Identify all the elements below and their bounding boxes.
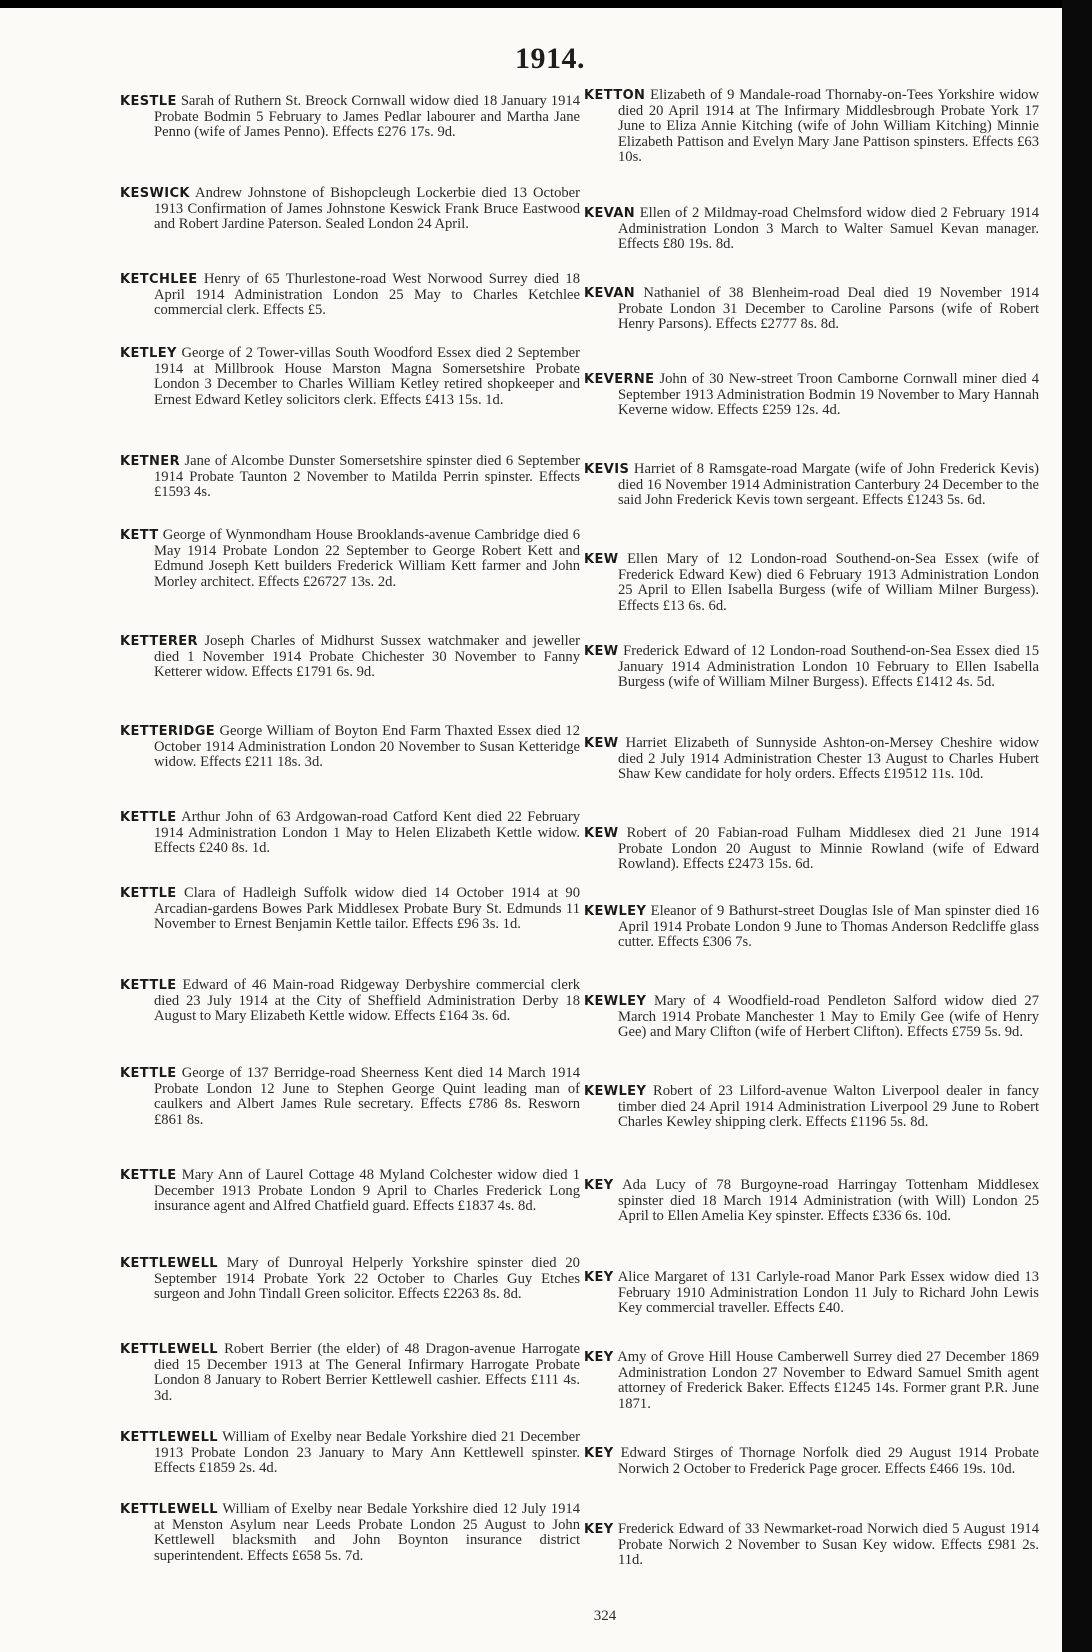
- entry-surname: KETT: [120, 528, 159, 543]
- entry-text: Eleanor of 9 Bathurst-street Douglas Isle of Man spinster died 16 April 1914 Probate London 9 June to Thomas Anderson Redcliffe glass cutter. Effects £306 7s.: [618, 903, 1039, 951]
- entry-surname: KETLEY: [120, 346, 177, 361]
- entry-surname: KETTLEWELL: [120, 1342, 218, 1357]
- entry-text: Henry of 65 Thurlestone-road West Norwood Surrey died 18 April 1914 Administration London 25 May to Charles Ketchlee commercial clerk. Effects £5.: [154, 271, 580, 319]
- register-entry: [584, 462, 1039, 509]
- register-entry: [120, 1342, 580, 1404]
- register-entry: [120, 94, 580, 141]
- entry-text: Andrew Johnstone of Bishopcleugh Lockerbie died 13 October 1913 Confirmation of James Johnstone Keswick Frank Bruce Eastwood and Robert Jardine Paterson. Sealed London 24 April.: [154, 185, 581, 233]
- entry-surname: KETTERER: [120, 634, 198, 649]
- register-entry: [584, 1522, 1039, 1569]
- register-entry: [120, 1066, 580, 1128]
- entry-surname: KETTLE: [120, 1168, 177, 1183]
- entry-surname: KETTON: [584, 88, 646, 103]
- register-entry: [584, 372, 1039, 419]
- entry-surname: KETNER: [120, 454, 180, 469]
- entry-surname: KETTLE: [120, 810, 177, 825]
- entry-text: Ada Lucy of 78 Burgoyne-road Harringay Tottenham Middlesex spinster died 18 March 1914 Administration (with Will) London 25 April to Ellen Amelia Key spinster. Effects £336 6s. 10d.: [618, 1177, 1039, 1225]
- entry-surname: KEY: [584, 1178, 614, 1193]
- entry-surname: KEW: [584, 826, 619, 841]
- entry-text: Robert Berrier (the elder) of 48 Dragon-avenue Harrogate died 15 December 1913 at The General Infirmary Harrogate Probate London 8 January to Robert Berrier Kettlewell cashier. Effects £111 4s. 3d.: [154, 1341, 580, 1404]
- entry-text: Frederick Edward of 12 London-road Southend-on-Sea Essex died 15 January 1914 Administration London 10 February to Ellen Isabella Burgess (wife of William Milner Burgess). Effects £1412 4s. 5d.: [618, 643, 1039, 691]
- entry-surname: KEWLEY: [584, 904, 647, 919]
- entry-text: John of 30 New-street Troon Camborne Cornwall miner died 4 September 1913 Administration Bodmin 19 November to Mary Hannah Keverne widow. Effects £259 12s. 4d.: [618, 371, 1039, 419]
- entry-surname: KETTLEWELL: [120, 1256, 218, 1271]
- register-entry: [584, 826, 1039, 873]
- entry-surname: KEW: [584, 736, 619, 751]
- entry-text: George of Wynmondham House Brooklands-avenue Cambridge died 6 May 1914 Probate London 22 September to George Robert Kett and Edmund Joseph Kett builders Frederick William Kett farmer and John Morley architect. Effects £26727 13s. 2d.: [154, 527, 580, 590]
- entry-text: Amy of Grove Hill House Camberwell Surrey died 27 December 1869 Administration London 27 November to Edward Samuel Smith agent attorney of Frederick Baker. Effects £1245 14s. Former grant P.R. June 1871.: [617, 1349, 1040, 1412]
- register-entry: [584, 88, 1039, 166]
- entry-surname: KEVAN: [584, 206, 636, 221]
- register-entry: [120, 346, 580, 408]
- scan-dark-edge: [1062, 0, 1092, 1652]
- entry-surname: KEY: [584, 1522, 614, 1537]
- entry-surname: KEW: [584, 644, 619, 659]
- entry-text: William of Exelby near Bedale Yorkshire died 12 July 1914 at Menston Asylum near Leeds Probate London 25 August to John Kettlewell blacksmith and John Boynton insurance district superintendent. Effects £658 5s. 7d.: [154, 1501, 580, 1564]
- entry-text: Elizabeth of 9 Mandale-road Thornaby-on-Tees Yorkshire widow died 20 April 1914 at The Infirmary Middlesbrough Probate York 17 June to Eliza Annie Kitching (wife of John William Kitching) Minnie Elizabeth Pattison and Evelyn Mary Jane Pattison spinsters. Effects £63 10s.: [618, 87, 1039, 166]
- entry-surname: KEVAN: [584, 286, 636, 301]
- register-entry: [120, 186, 580, 233]
- entry-surname: KETTLE: [120, 1066, 177, 1081]
- entry-text: George of 2 Tower-villas South Woodford Essex died 2 September 1914 at Millbrook House Marston Magna Somersetshire Probate London 3 December to Charles William Ketley retired shopkeeper and Ernest Edward Ketley solicitors clerk. Effects £413 15s. 1d.: [154, 345, 580, 408]
- entry-surname: KETTLE: [120, 886, 177, 901]
- entry-text: Nathaniel of 38 Blenheim-road Deal died 19 November 1914 Probate London 31 December to Caroline Parsons (wife of Robert Henry Parsons). Effects £2777 8s. 8d.: [618, 285, 1039, 333]
- register-entry: [584, 644, 1039, 691]
- entry-surname: KETTLEWELL: [120, 1502, 218, 1517]
- register-entry: [120, 810, 580, 857]
- register-entry: [584, 1178, 1039, 1225]
- entry-text: George William of Boyton End Farm Thaxted Essex died 12 October 1914 Administration London 20 November to Susan Ketteridge widow. Effects £211 18s. 3d.: [154, 723, 580, 771]
- register-entry: [120, 886, 580, 933]
- register-entry: [584, 206, 1039, 253]
- entry-text: Robert of 23 Lilford-avenue Walton Liverpool dealer in fancy timber died 24 April 1914 Administration Liverpool 29 June to Robert Charles Kewley shipping clerk. Effects £1196 5s. 8d.: [618, 1083, 1039, 1131]
- register-entry: [120, 454, 580, 501]
- register-entry: [584, 1350, 1039, 1412]
- entry-surname: KEVERNE: [584, 372, 655, 387]
- entry-surname: KETTLEWELL: [120, 1430, 218, 1445]
- entry-text: Alice Margaret of 131 Carlyle-road Manor Park Essex widow died 13 February 1910 Administration London 11 July to Richard John Lewis Key commercial traveller. Effects £40.: [617, 1269, 1040, 1317]
- entry-surname: KEY: [584, 1350, 614, 1365]
- entry-text: Arthur John of 63 Ardgowan-road Catford Kent died 22 February 1914 Administration London 1 May to Helen Elizabeth Kettle widow. Effects £240 8s. 1d.: [154, 809, 580, 857]
- entry-text: George of 137 Berridge-road Sheerness Kent died 14 March 1914 Probate London 12 June to Stephen George Quint leading man of caulkers and Albert James Rule secretary. Effects £786 8s. Resworn £861 8s.: [154, 1065, 581, 1128]
- entry-surname: KEVIS: [584, 462, 630, 477]
- entry-text: Mary of 4 Woodfield-road Pendleton Salford widow died 27 March 1914 Probate Manchester 1 May to Emily Gee (wife of Henry Gee) and Mary Clifton (wife of Herbert Clifton). Effects £759 5s. 9d.: [618, 993, 1039, 1041]
- page-number: 324: [593, 1608, 617, 1624]
- entry-text: Edward of 46 Main-road Ridgeway Derbyshire commercial clerk died 23 July 1914 at the City of Sheffield Administration Derby 18 August to Mary Elizabeth Kettle widow. Effects £164 3s. 6d.: [154, 977, 581, 1025]
- register-entry: [584, 994, 1039, 1041]
- entry-text: Mary Ann of Laurel Cottage 48 Myland Colchester widow died 1 December 1913 Probate London 9 April to Charles Frederick Long insurance agent and Alfred Chatfield guard. Effects £1837 4s. 8d.: [154, 1167, 580, 1215]
- entry-text: Ellen Mary of 12 London-road Southend-on-Sea Essex (wife of Frederick Edward Kew) died 6 February 1913 Administration London 25 April to Ellen Isabella Burgess (wife of William Milner Burgess). Effects £13 6s. 6d.: [618, 551, 1039, 614]
- register-entry: [120, 978, 580, 1025]
- register-entry: [584, 736, 1039, 783]
- entry-text: Mary of Dunroyal Helperly Yorkshire spinster died 20 September 1914 Probate York 22 October to Charles Guy Etches surgeon and John Tindall Green solicitor. Effects £2263 8s. 8d.: [154, 1255, 580, 1303]
- entry-text: Clara of Hadleigh Suffolk widow died 14 October 1914 at 90 Arcadian-gardens Bowes Park Middlesex Probate Bury St. Edmunds 11 November to Ernest Benjamin Kettle tailor. Effects £96 3s. 1d.: [154, 885, 580, 933]
- entry-surname: KETCHLEE: [120, 272, 198, 287]
- register-entry: [584, 1270, 1039, 1317]
- register-entry: [584, 1446, 1039, 1477]
- register-entry: [120, 272, 580, 319]
- entry-surname: KEW: [584, 552, 619, 567]
- entry-surname: KEWLEY: [584, 1084, 647, 1099]
- entry-text: William of Exelby near Bedale Yorkshire died 21 December 1913 Probate London 23 January to Mary Ann Kettlewell spinster. Effects £1859 2s. 4d.: [154, 1429, 580, 1477]
- register-entry: [584, 286, 1039, 333]
- register-entry: [120, 528, 580, 590]
- entry-text: Edward Stirges of Thornage Norfolk died 29 August 1914 Probate Norwich 2 October to Frederick Page grocer. Effects £466 19s. 10d.: [618, 1445, 1039, 1477]
- entry-text: Harriet of 8 Ramsgate-road Margate (wife of John Frederick Kevis) died 16 November 1914 Administration Canterbury 24 December to the said John Frederick Kevis town sergeant. Effects £1243 5s. 6d.: [618, 461, 1039, 509]
- register-entry: [120, 1502, 580, 1564]
- register-entry: [120, 724, 580, 771]
- entry-text: Joseph Charles of Midhurst Sussex watchmaker and jeweller died 1 November 1914 Probate Chichester 30 November to Fanny Ketterer widow. Effects £1791 6s. 9d.: [154, 633, 580, 681]
- entry-surname: KEY: [584, 1270, 614, 1285]
- page-year-heading: 1914.: [515, 42, 585, 75]
- entry-surname: KETTERIDGE: [120, 724, 216, 739]
- entry-surname: KEY: [584, 1446, 614, 1461]
- entry-text: Sarah of Ruthern St. Breock Cornwall widow died 18 January 1914 Probate Bodmin 5 February to James Pedlar labourer and Martha Jane Penno (wife of James Penno). Effects £276 17s. 9d.: [154, 93, 580, 141]
- entry-text: Frederick Edward of 33 Newmarket-road Norwich died 5 August 1914 Probate Norwich 2 November to Susan Key widow. Effects £981 2s. 11d.: [618, 1521, 1039, 1569]
- entry-text: Jane of Alcombe Dunster Somersetshire spinster died 6 September 1914 Probate Taunton 2 November to Matilda Perrin spinster. Effects £1593 4s.: [154, 453, 580, 501]
- register-entry: [120, 1168, 580, 1215]
- register-entry: [120, 1256, 580, 1303]
- entry-text: Ellen of 2 Mildmay-road Chelmsford widow died 2 February 1914 Administration London 3 March to Walter Samuel Kevan manager. Effects £80 19s. 8d.: [618, 205, 1040, 253]
- register-page: [0, 8, 1062, 1652]
- entry-surname: KESWICK: [120, 186, 190, 201]
- register-entry: [120, 1430, 580, 1477]
- entry-text: Robert of 20 Fabian-road Fulham Middlesex died 21 June 1914 Probate London 20 August to Minnie Rowland (wife of Edward Rowland). Effects £2473 15s. 6d.: [618, 825, 1039, 873]
- entry-text: Harriet Elizabeth of Sunnyside Ashton-on-Mersey Cheshire widow died 2 July 1914 Administration Chester 13 August to Charles Hubert Shaw Kew candidate for holy orders. Effects £19512 11s. 10d.: [618, 735, 1039, 783]
- register-entry: [584, 904, 1039, 951]
- entry-surname: KESTLE: [120, 94, 177, 109]
- register-entry: [584, 552, 1039, 614]
- register-entry: [584, 1084, 1039, 1131]
- register-entry: [120, 634, 580, 681]
- entry-surname: KETTLE: [120, 978, 177, 993]
- entry-surname: KEWLEY: [584, 994, 647, 1009]
